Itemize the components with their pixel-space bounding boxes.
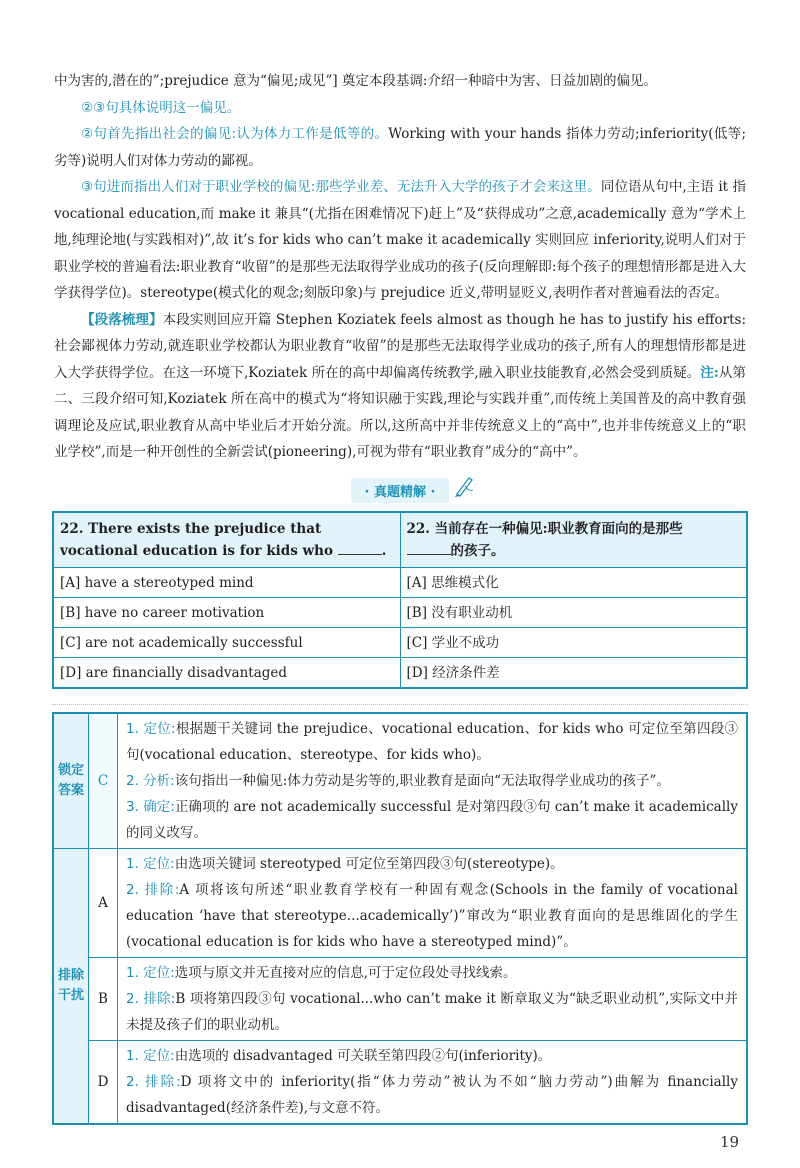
paragraph-3: [54, 121, 746, 174]
exclude-letter-b: B: [89, 958, 118, 1041]
exclude-a-line-2: [126, 877, 738, 955]
exclude-body-b: [118, 958, 748, 1041]
exclude-d-text-2: D 项将文中的 inferiority(指“体力劳动”被认为不如“脑力劳动”)曲解为 financially disadvantaged(经济条件差),与文意不符。: [126, 1074, 738, 1116]
option-row-b: [53, 598, 747, 628]
pen-icon: [453, 474, 475, 498]
lock-line-1: [126, 716, 738, 768]
exclude-label: 排除干扰: [53, 849, 89, 1125]
option-row-d: [53, 658, 747, 689]
main-text: [54, 68, 746, 466]
exclude-letter-a: A: [89, 849, 118, 958]
answer-blank: [338, 540, 382, 555]
option-a-zh: [A] 思维模式化: [400, 568, 747, 598]
lock-step-2: 2. 分析:: [126, 773, 175, 789]
exclude-a-text-2: A 项将该句所述“职业教育学校有一种固有观念(Schools in the family of vocational education ‘have that stereotype...academically’)”窜改为“职业教育面向的是思维固化的学生(vocational education is for kids who have a stereotyped mind)”。: [126, 882, 738, 950]
option-d-en: [D] are financially disadvantaged: [53, 658, 400, 689]
exclude-a-step-2: 2. 排除:: [126, 882, 180, 898]
exclude-b-line-2: [126, 986, 738, 1038]
lock-answer-label: 锁定答案: [53, 713, 89, 849]
exclude-row-b: [53, 958, 747, 1041]
exclude-d-line-2: [126, 1069, 738, 1121]
exclude-b-step-2: 2. 排除:: [126, 991, 176, 1007]
exclude-row-d: [53, 1041, 747, 1125]
option-a-en: [A] have a stereotyped mind: [53, 568, 400, 598]
paragraph-5-text-a: 本段实则回应开篇 Stephen Koziatek feels almost as though he has to justify his efforts:社会鄙视体力劳动,就连职业学校都认为职业教育“收留”的是那些无法取得学业成功的孩子,所有人的理想情形都是进入大学获得学位。在这一环境下,Koziatek 所在的高中却偏离传统教学,融入职业技能教育,必然会受到质疑。: [54, 311, 747, 381]
exclude-d-step-1: 1. 定位:: [126, 1048, 175, 1064]
answer-blank-zh: [407, 540, 451, 555]
lock-text-3: 正确项的 are not academically successful 是对第四段③句 can’t make it academically 的同义改写。: [126, 799, 738, 841]
exclude-a-line-1: [126, 851, 738, 877]
lock-step-3: 3. 确定:: [126, 799, 175, 815]
paragraph-5-text-b: 从第二、三段介绍可知,Koziatek 所在高中的模式为“将知识融于实践,理论与实践并重”,而传统上美国普及的高中教育强调理论及应试,职业教育从高中毕业后才开始分流。所以,这所高中并非传统意义上的“高中”,也并非传统意义上的“职业学校”,而是一种开创性的全新尝试(pioneering),可视为带有“职业教育”成分的“高中”。: [54, 364, 747, 460]
exclude-d-step-2: 2. 排除:: [126, 1074, 181, 1090]
exclude-a-step-1: 1. 定位:: [126, 856, 175, 872]
lock-step-1: 1. 定位:: [126, 721, 176, 737]
paragraph-3-text: Working with your hands 指体力劳动;inferiority(低等;劣等)说明人们对体力劳动的鄙视。: [54, 126, 746, 169]
lock-answer-body: [118, 713, 748, 849]
question-stem-zh-text-b: 的孩子。: [450, 543, 505, 559]
option-row-a: [53, 568, 747, 598]
divider: [52, 704, 748, 705]
question-stem-en-text: 22. There exists the prejudice that vocational education is for kids who: [60, 521, 333, 559]
exclude-letter-d: D: [89, 1041, 118, 1125]
question-table: [52, 511, 748, 689]
section-heading-wrap: [54, 478, 746, 506]
section-heading-text: · 真题精解 ·: [364, 485, 436, 500]
exclude-b-text-2: B 项将第四段③句 vocational...who can’t make it 断章取义为“缺乏职业动机”,实际文中并未提及孩子们的职业动机。: [126, 991, 738, 1033]
page-number: 19: [720, 1133, 740, 1151]
section-heading: [351, 478, 450, 503]
exclude-body-d: [118, 1041, 748, 1125]
paragraph-4-text: 同位语从句中,主语 it 指 vocational education,而 make it 兼具“(尤指在困难情况下)赶上”及“获得成功”之意,academically 意为“学术上地,纯理论地(与实践相对)”,故 it’s for kids who can’t make it academically 实则回应 inferiority,说明人们对于职业学校的普遍看法:职业教育“收留”的是那些无法取得学业成功的孩子(反向理解即:每个孩子的理想情形都是进入大学获得学位)。stereotype(模式化的观念;刻版印象)与 prejudice 近义,带明显贬义,表明作者对普遍看法的否定。: [54, 179, 746, 301]
analysis-table: [52, 712, 748, 1125]
exclude-a-text-1: 由选项关键词 stereotyped 可定位至第四段③句(stereotype)。: [174, 856, 564, 872]
paragraph-1: 中为害的,潜在的”;prejudice 意为“偏见;成见”] 奠定本段基调:介绍一种暗中为害、日益加剧的偏见。: [54, 73, 657, 89]
option-c-en: [C] are not academically successful: [53, 628, 400, 658]
lock-line-2: [126, 768, 738, 794]
exclude-b-text-1: 选项与原文并无直接对应的信息,可于定位段处寻找线索。: [174, 965, 517, 981]
question-stem-row: [53, 512, 747, 568]
lock-text-2: 该句指出一种偏见:体力劳动是劣等的,职业教育是面向“无法取得学业成功的孩子”。: [174, 773, 670, 789]
exclude-b-step-1: 1. 定位:: [126, 965, 175, 981]
exclude-row-a: [53, 849, 747, 958]
paragraph-4-highlight: ③句进而指出人们对于职业学校的偏见:那些学业差、无法升入大学的孩子才会来这里。: [81, 179, 601, 195]
lock-text-1: 根据题干关键词 the prejudice、vocational education、for kids who 可定位至第四段③句(vocational education、stereotype、for kids who)。: [126, 721, 738, 763]
note-tag: 注:: [700, 364, 719, 381]
exclude-d-text-1: 由选项的 disadvantaged 可关联至第四段②句(inferiority)。: [174, 1048, 552, 1064]
paragraph-4: [54, 174, 746, 307]
option-c-zh: [C] 学业不成功: [400, 628, 747, 658]
lock-answer-letter: C: [89, 713, 118, 849]
lock-line-3: [126, 794, 738, 846]
option-d-zh: [D] 经济条件差: [400, 658, 747, 689]
paragraph-5: [54, 307, 746, 466]
question-stem-en: 22. There exists the prejudice that vocational education is for kids who .: [53, 512, 400, 568]
exclude-d-line-1: [126, 1043, 738, 1069]
paragraph-2: ②③句具体说明这一偏见。: [81, 99, 241, 116]
question-stem-zh-text-a: 22. 当前存在一种偏见:职业教育面向的是那些: [406, 521, 683, 537]
exclude-b-line-1: [126, 960, 738, 986]
lock-answer-row: [53, 713, 747, 849]
option-b-zh: [B] 没有职业动机: [400, 598, 747, 628]
question-stem-zh: [400, 512, 747, 568]
exclude-body-a: [118, 849, 748, 958]
paragraph-3-highlight: ②句首先指出社会的偏见:认为体力工作是低等的。: [81, 126, 389, 142]
paragraph-summary-tag: 【段落梳理】: [81, 311, 163, 328]
option-b-en: [B] have no career motivation: [53, 598, 400, 628]
option-row-c: [53, 628, 747, 658]
